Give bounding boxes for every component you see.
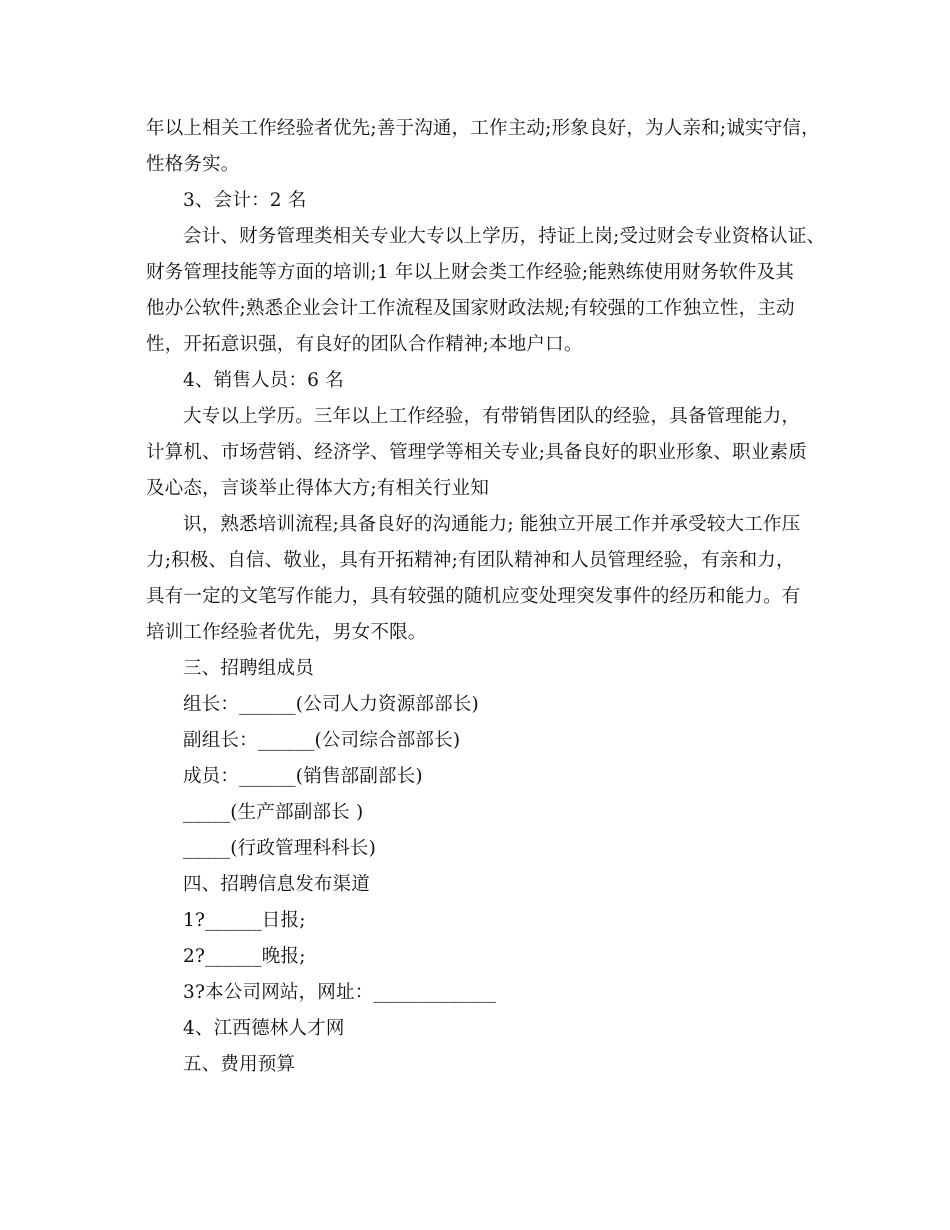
position-heading: 3、会计：2 名 [183,190,307,211]
paragraph-line: 会计、财务管理类相关专业大专以上学历，持证上岗;受过财会专业资格认证、 [183,226,826,247]
paragraph-line: 财务管理技能等方面的培训;1 年以上财会类工作经验;能熟练使用财务软件及其 [146,262,795,283]
paragraph-line: 计算机、市场营销、经济学、管理学等相关专业;具备良好的职业形象、职业素质 [146,442,807,463]
list-item: 成员：______(销售部副部长) [183,766,423,787]
paragraph-line: 识，熟悉培训流程;具备良好的沟通能力; 能独立开展工作并承受较大工作压 [183,514,801,535]
paragraph-line: 他办公软件;熟悉企业会计工作流程及国家财政法规;有较强的工作独立性，主动 [146,298,795,319]
paragraph-line: 大专以上学历。三年以上工作经验，有带销售团队的经验，具备管理能力， [183,406,801,427]
list-item: 2?______晚报; [183,946,306,967]
list-item: 组长：______(公司人力资源部部长) [183,694,479,715]
list-item: 3?本公司网站，网址：_____________ [183,982,497,1003]
paragraph-line: 性格务实。 [146,154,240,175]
paragraph-line: 及心态，言谈举止得体大方;有相关行业知 [146,478,490,499]
paragraph-line: 力;积极、自信、敬业，具有开拓精神;有团队精神和人员管理经验，有亲和力， [146,550,795,571]
section-heading: 三、招聘组成员 [183,658,314,679]
list-item: _____(生产部副部长 ) [183,802,364,823]
list-item: 4、江西德林人才网 [183,1018,345,1039]
list-item: 1?______日报; [183,910,306,931]
list-item: 副组长：______(公司综合部部长) [183,730,461,751]
section-heading: 四、招聘信息发布渠道 [183,874,371,895]
paragraph-line: 具有一定的文笔写作能力，具有较强的随机应变处理突发事件的经历和能力。有 [146,586,801,607]
list-item: _____(行政管理科科长) [183,838,376,859]
paragraph-line: 培训工作经验者优先，男女不限。 [146,622,427,643]
paragraph-line: 年以上相关工作经验者优先;善于沟通，工作主动;形象良好，为人亲和;诚实守信， [146,118,820,139]
position-heading: 4、销售人员：6 名 [183,370,344,391]
paragraph-line: 性，开拓意识强，有良好的团队合作精神;本地户口。 [146,334,583,355]
section-heading: 五、费用预算 [183,1054,296,1075]
